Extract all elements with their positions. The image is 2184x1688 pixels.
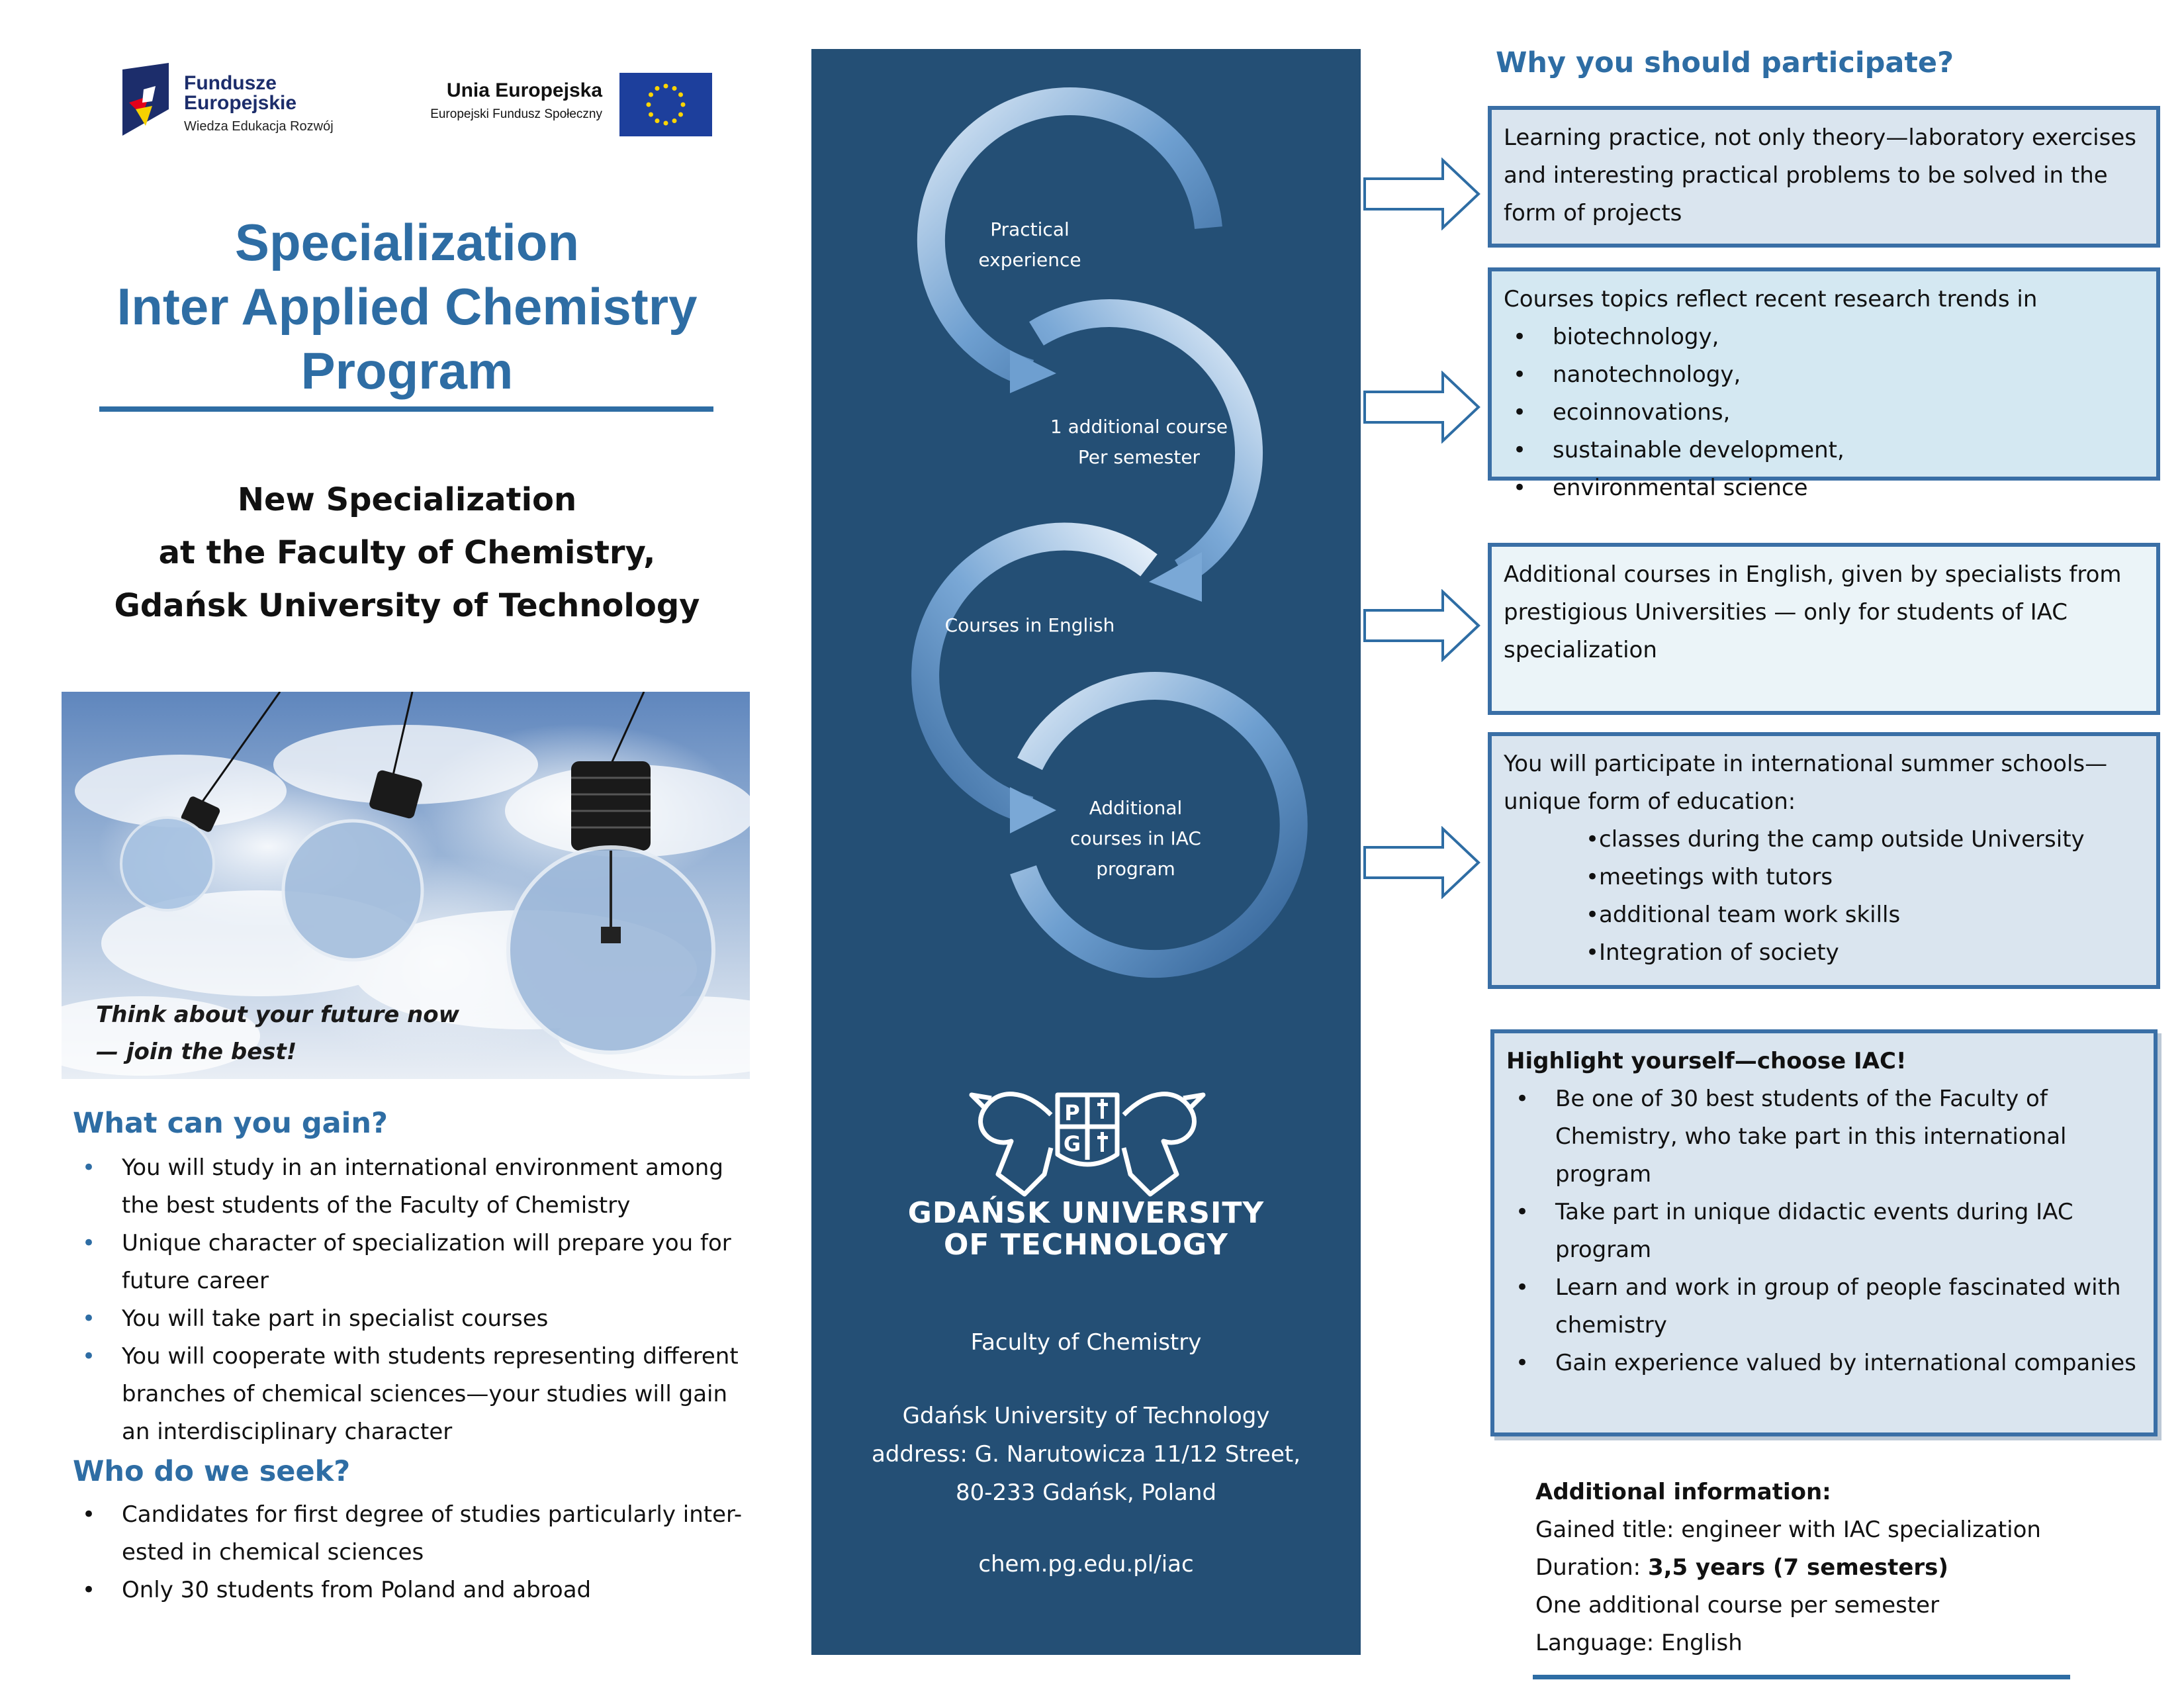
topics-list [1504, 318, 2144, 507]
cycle-step-3: Courses in English [944, 614, 1115, 636]
arrow-right-icon [1363, 158, 1482, 230]
arrow-right-icon [1363, 589, 1482, 662]
fe-line1: Fundusze [184, 72, 277, 94]
cycle-step-1-line1: Practical [990, 218, 1069, 240]
duration-row [1535, 1549, 2131, 1587]
additional-heading: Additional information: [1535, 1479, 1831, 1505]
duration-value: 3,5 years (7 semesters) [1647, 1554, 1948, 1581]
benefit-box-summer-schools [1488, 732, 2160, 989]
benefit-box-topics [1488, 267, 2160, 501]
list-item: • meetings with tutors [1576, 859, 2144, 896]
list-item: • Only 30 students from Poland and abroad [73, 1571, 761, 1609]
seek-heading: Who do we seek? [73, 1455, 351, 1488]
subtitle-line1: New Specialization [237, 481, 577, 518]
eu-flag-icon [619, 73, 712, 136]
center-panel [811, 49, 1361, 1655]
subtitle [79, 473, 735, 632]
list-item: • ecoinnovations, [1504, 394, 2144, 432]
pg-letter-g: G [1063, 1131, 1081, 1156]
list-item: • additional team work skills [1576, 896, 2144, 934]
cycle-step-4-line2: courses in IAC [1070, 827, 1201, 849]
cycle-step-4-line1: Additional [1089, 797, 1183, 819]
address-line1: Gdańsk University of Technology [902, 1403, 1270, 1429]
list-item: • biotechnology, [1504, 318, 2144, 356]
benefit-intro: Courses topics reflect recent research trends in [1504, 286, 2038, 312]
seek-list [73, 1496, 761, 1609]
caption-line1: Think about your future now [96, 1002, 460, 1028]
benefit-intro: You will participate in international summer schools—unique form of education: [1504, 751, 2108, 815]
address-line2: address: G. Narutowicza 11/12 Street, [871, 1441, 1301, 1468]
caption-line2: — join the best! [96, 1039, 297, 1065]
fe-line2: Europejskie [184, 92, 297, 114]
university-name-line2: OF TECHNOLOGY [943, 1228, 1229, 1262]
summer-list [1504, 821, 2144, 972]
address-line3: 80-233 Gdańsk, Poland [955, 1479, 1217, 1506]
bottom-divider [1533, 1675, 2070, 1679]
list-item: • You will study in an international environment among the best students of the Faculty of Chemistry [73, 1149, 761, 1225]
gain-list [73, 1149, 761, 1451]
list-item: • You will cooperate with students representing different branches of chemical sciences—your studies will gain an interdisciplinary character [73, 1338, 761, 1451]
title-line2: Inter Applied Chemistry [116, 277, 698, 336]
cycle-step-4-line3: program [1096, 858, 1175, 880]
list-item: • Integration of society [1576, 934, 2144, 972]
cycle-step-1 [931, 214, 1129, 275]
ue-subtitle: Europejski Fundusz Społeczny [430, 107, 602, 121]
benefit-box-practice [1488, 106, 2160, 248]
highlight-list [1506, 1080, 2142, 1382]
list-item: • Take part in unique didactic events during IAC program [1506, 1194, 2142, 1269]
arrow-right-icon [1363, 371, 1482, 444]
list-item: • nanotechnology, [1504, 356, 2144, 394]
title-line3: Program [300, 342, 514, 400]
subtitle-line3: Gdańsk University of Technology [114, 587, 700, 624]
cycle-step-1-line2: experience [978, 249, 1081, 271]
why-heading: Why you should participate? [1496, 46, 1954, 79]
website-link[interactable]: chem.pg.edu.pl/iac [978, 1551, 1194, 1577]
gain-heading: What can you gain? [73, 1107, 388, 1140]
photo-caption [96, 996, 459, 1070]
university-name [811, 1197, 1361, 1261]
list-item: • Unique character of specialization will prepare you for future career [73, 1225, 761, 1300]
fe-subtitle: Wiedza Edukacja Rozwój [184, 119, 334, 134]
list-item: • classes during the camp outside University [1576, 821, 2144, 859]
highlight-heading: Highlight yourself—choose IAC! [1506, 1048, 1907, 1074]
cycle-step-4 [1036, 793, 1235, 884]
faculty-label: Faculty of Chemistry [970, 1329, 1202, 1356]
list-item: • Candidates for first degree of studies particularly inter-ested in chemical sciences [73, 1496, 761, 1571]
list-item: • Gain experience valued by international companies [1506, 1344, 2142, 1382]
title-divider [99, 406, 713, 412]
subtitle-line2: at the Faculty of Chemistry, [158, 534, 656, 571]
cycle-step-2-line2: Per semester [1077, 446, 1201, 468]
list-item: • You will take part in specialist courses [73, 1300, 761, 1338]
list-item: • environmental science [1504, 469, 2144, 507]
pg-letter-p: P [1064, 1100, 1080, 1125]
lightbulbs-photo [62, 692, 750, 1079]
list-item: • Learn and work in group of people fascinated with chemistry [1506, 1269, 2142, 1344]
language-line: Language: English [1535, 1630, 1743, 1656]
list-item: • sustainable development, [1504, 432, 2144, 469]
additional-info [1535, 1474, 2131, 1662]
course-line: One additional course per semester [1535, 1592, 1940, 1618]
university-address [811, 1397, 1361, 1512]
university-name-line1: GDAŃSK UNIVERSITY [907, 1196, 1265, 1230]
pg-emblem-icon [958, 1075, 1216, 1207]
fundusze-europejskie-logo [122, 63, 354, 142]
cycle-step-2-line1: 1 additional course [1050, 416, 1228, 438]
cycle-diagram [811, 49, 1361, 1042]
unia-europejska-logo [397, 73, 715, 139]
arrow-right-icon [1363, 826, 1482, 899]
ue-title: Unia Europejska [446, 79, 602, 101]
list-item: • Be one of 30 best students of the Faculty of Chemistry, who take part in this international program [1506, 1080, 2142, 1194]
benefit-text: Additional courses in English, given by specialists from prestigious Universities — only for students of IAC specialization [1504, 561, 2122, 663]
fe-star-logo-icon [122, 63, 175, 142]
page-title [93, 211, 721, 403]
highlight-box [1490, 1029, 2158, 1436]
gained-title: Gained title: engineer with IAC specialization [1535, 1517, 2041, 1543]
benefit-text: Learning practice, not only theory—laboratory exercises and interesting practical problems to be solved in the form of projects [1504, 124, 2136, 226]
duration-label: Duration: [1535, 1554, 1648, 1581]
title-line1: Specialization [234, 213, 580, 271]
cycle-step-2 [1023, 412, 1255, 473]
benefit-box-english [1488, 543, 2160, 715]
